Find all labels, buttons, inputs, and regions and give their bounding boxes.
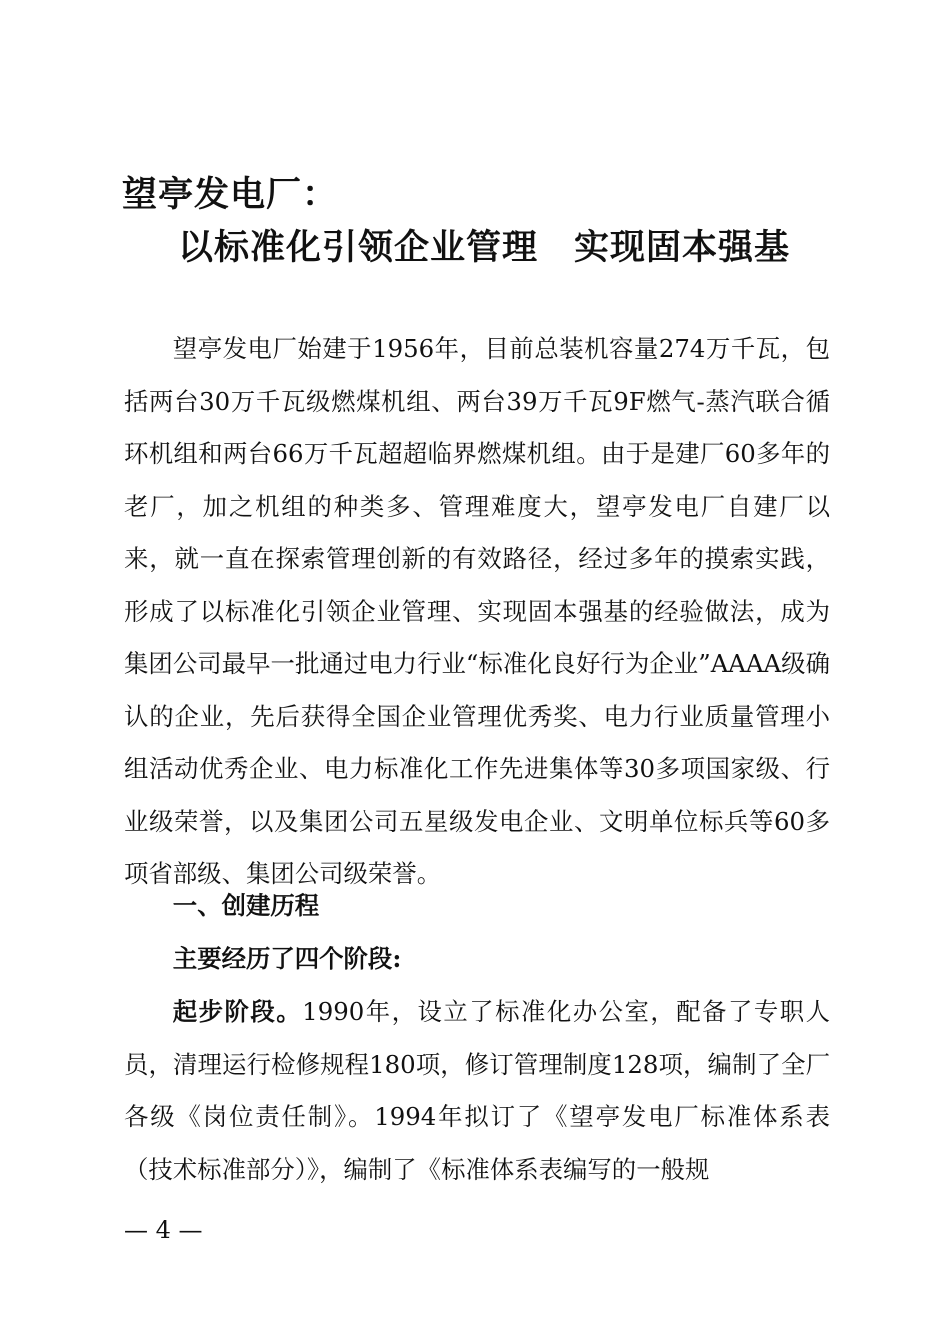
title-part-1: 以标准化引领企业管理 (178, 228, 539, 268)
document-title-line-1: 望亭发电厂： (122, 175, 339, 215)
document-title-line-2 (178, 228, 791, 268)
page-number: — 4 — (124, 1216, 203, 1244)
stage-text: 1990年，设立了标准化办公室，配备了专职人员，清理运行检修规程180项，修订管理制度128项，编制了全厂各级《岗位责任制》。1994年拟订了《望亭发电厂标准体系表（技术标准部分）》，编制了《标准体系表编写的一般规 (124, 997, 830, 1184)
section-heading: 一、创建历程 (172, 891, 320, 920)
title-part-2: 实现固本强基 (574, 228, 791, 268)
subheading: 主要经历了四个阶段: (172, 944, 402, 973)
stage-lead: 起步阶段。 (172, 997, 303, 1026)
stage-paragraph (124, 986, 830, 1196)
intro-paragraph: 望亭发电厂始建于1956年，目前总装机容量274万千瓦，包括两台30万千瓦级燃煤机组、两台39万千瓦9F燃气-蒸汽联合循环机组和两台66万千瓦超超临界燃煤机组。由于是建厂60多年的老厂，加之机组的种类多、管理难度大，望亭发电厂自建厂以来，就一直在探索管理创新的有效路径，经过多年的摸索实践，形成了以标准化引领企业管理、实现固本强基的经验做法，成为集团公司最早一批通过电力行业“标准化良好行为企业”AAAA级确认的企业，先后获得全国企业管理优秀奖、电力行业质量管理小组活动优秀企业、电力标准化工作先进集体等30多项国家级、行业级荣誉，以及集团公司五星级发电企业、文明单位标兵等60多项省部级、集团公司级荣誉。 (124, 334, 830, 888)
